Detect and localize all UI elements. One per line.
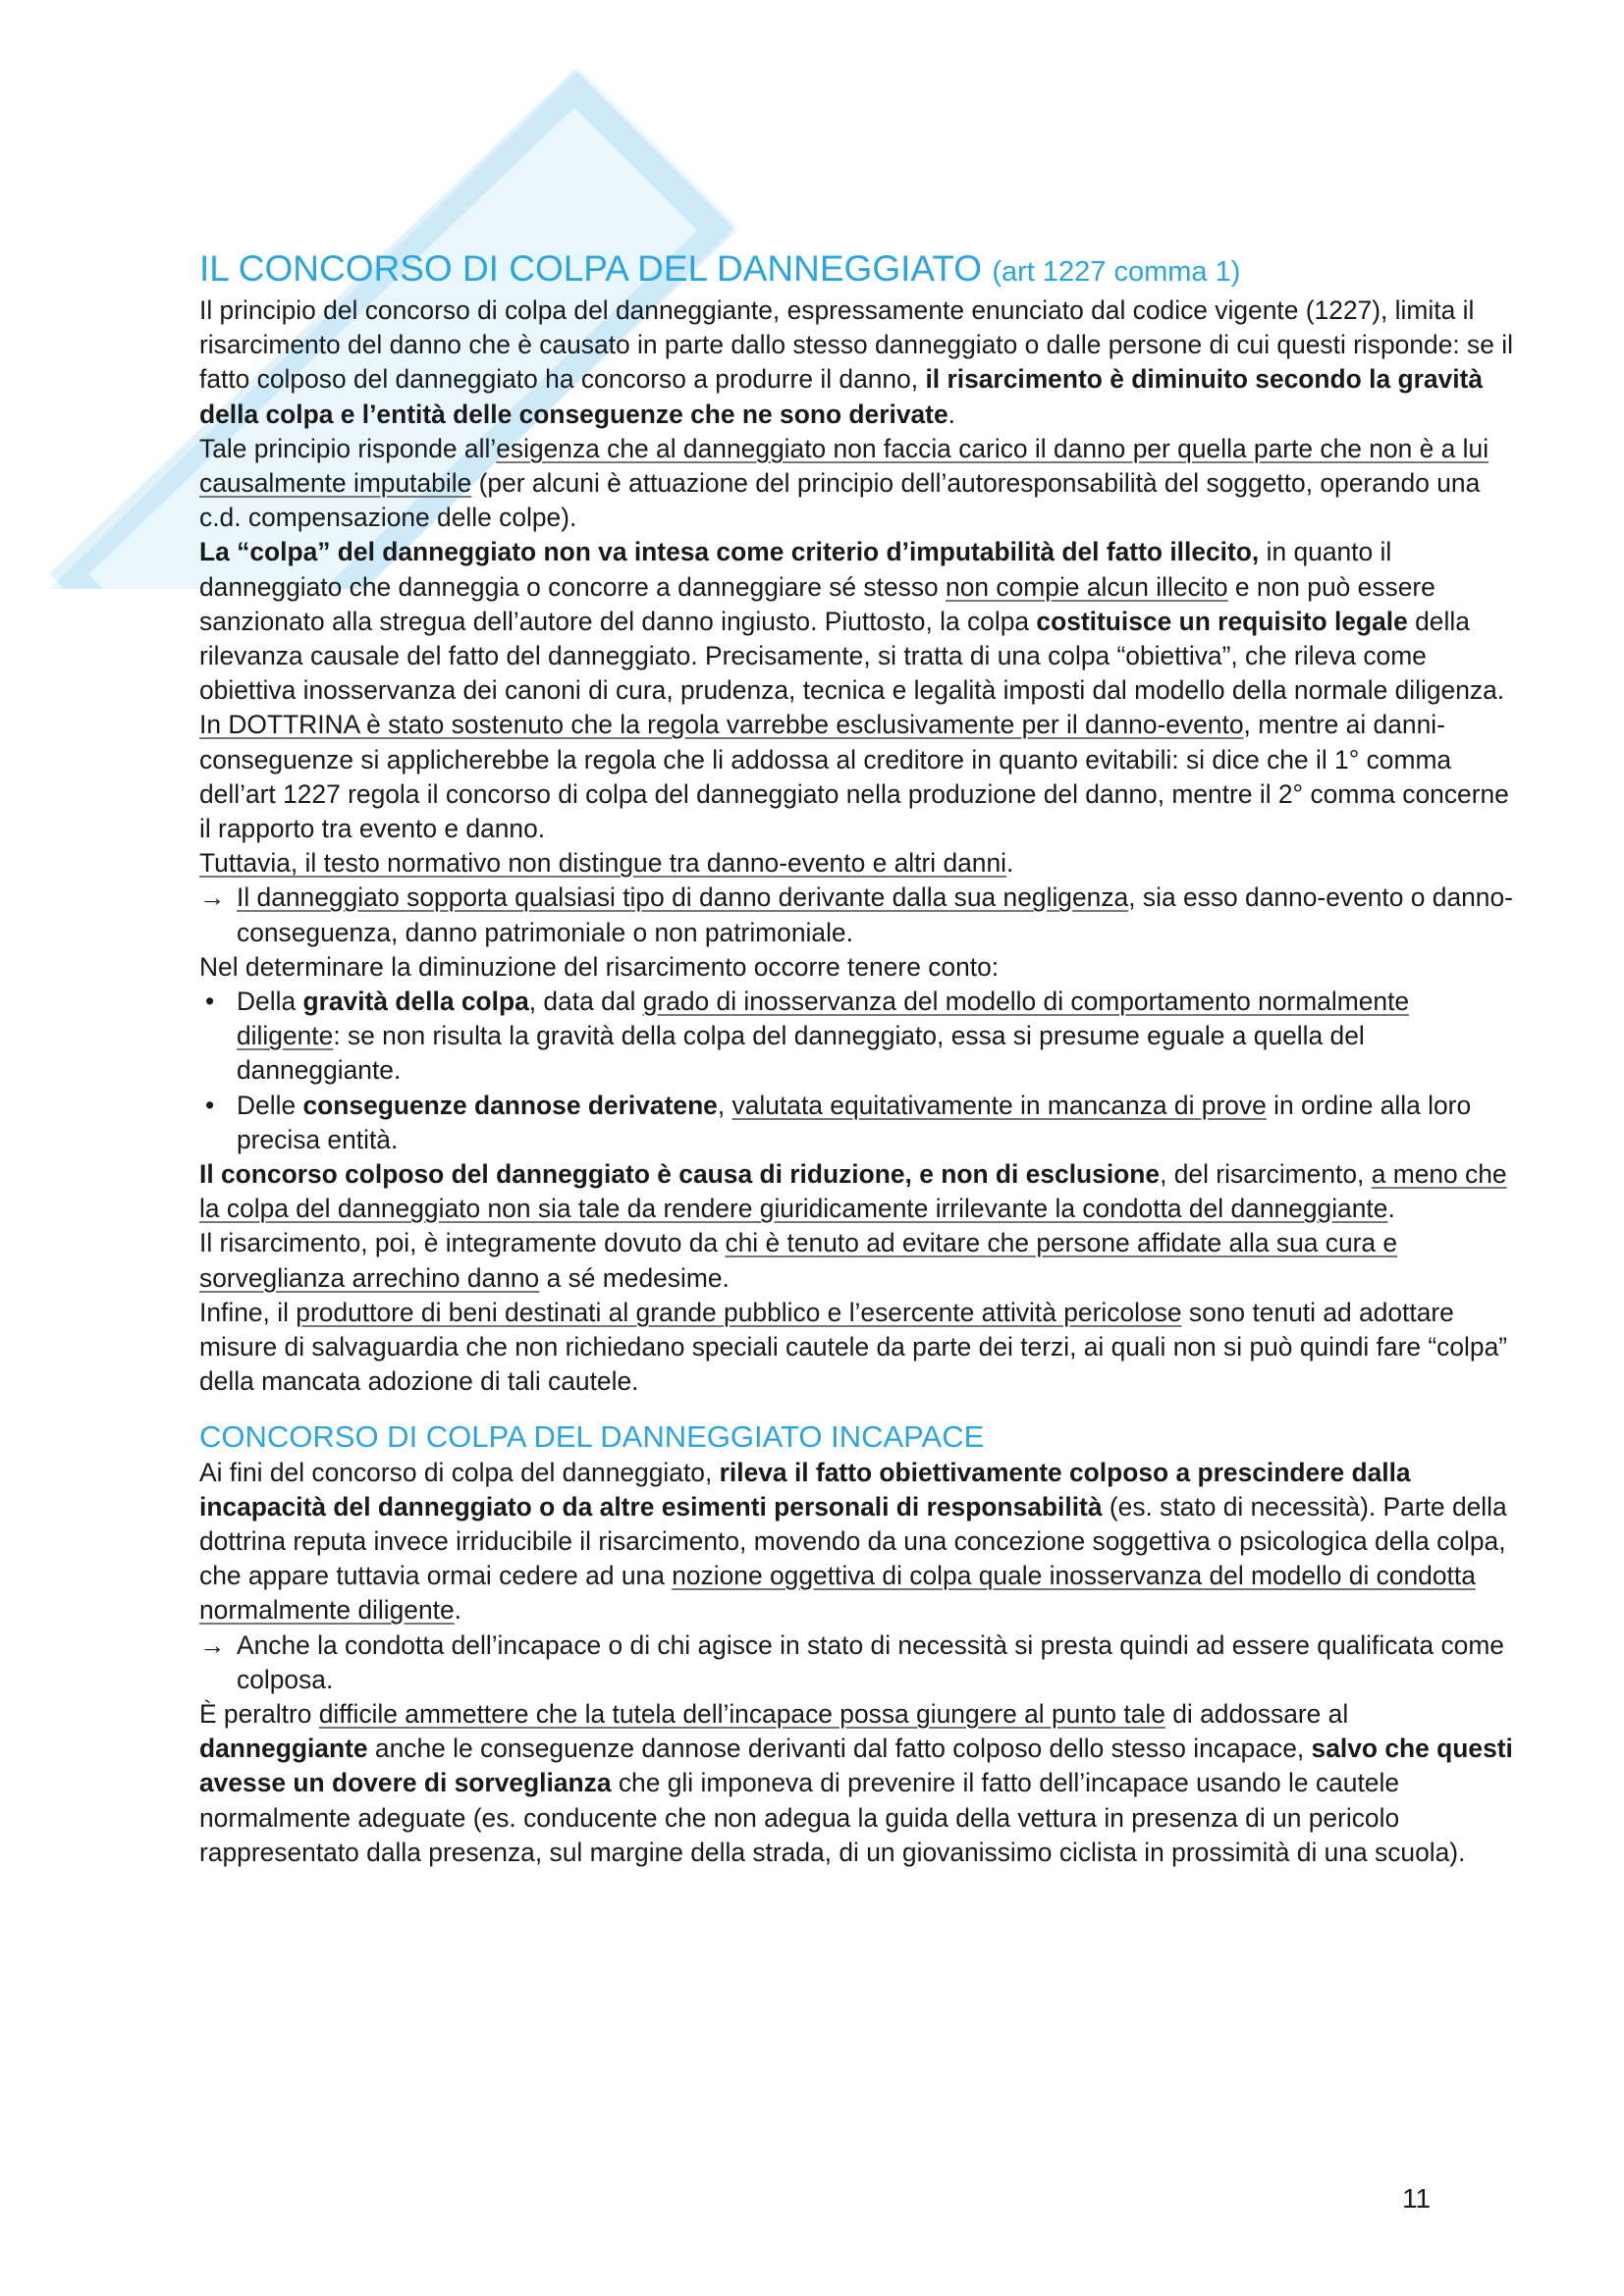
list-item bbox=[199, 1089, 1520, 1157]
arrow-paragraph-2 bbox=[199, 1629, 1520, 1697]
title-main: IL CONCORSO DI COLPA DEL DANNEGGIATO bbox=[199, 248, 983, 289]
text: a sé medesime. bbox=[539, 1262, 730, 1293]
underlined-text: non compie alcun illecito bbox=[946, 571, 1228, 602]
title-article-ref: (art 1227 comma 1) bbox=[992, 256, 1241, 288]
bold-text: danneggiante bbox=[199, 1734, 368, 1764]
bold-text: costituisce un requisito legale bbox=[1036, 606, 1408, 636]
paragraph-10 bbox=[199, 1296, 1520, 1400]
paragraph-13 bbox=[199, 1697, 1520, 1870]
text: della rilevanza causale del fatto del danneggiato. Precisamente, si tratta di una colpa “obiettiva”, che rileva come obiettiva inosservanza dei canoni di cura, prudenza, tecnica e legalità imposti dal modello della normale diligenza. bbox=[199, 606, 1505, 706]
text: Il risarcimento, poi, è integramente dovuto da bbox=[199, 1228, 726, 1258]
text: di addossare al bbox=[1164, 1698, 1349, 1729]
text: . bbox=[1006, 848, 1014, 879]
paragraph-5 bbox=[199, 846, 1520, 881]
text: : se non risulta la gravità della colpa del danneggiato, essa si presume eguale a quella del danneggiante. bbox=[237, 1021, 1365, 1086]
page-title bbox=[199, 247, 1520, 294]
text: Anche la condotta dell’incapace o di chi agisce in stato di necessità si presta quindi ad essere qualificata come colposa. bbox=[237, 1629, 1504, 1694]
text: che gli imponeva di prevenire il fatto dell’incapace usando le cautele normalmente adeguate (es. conducente che non adegua la guida della vettura in presenza di un pericolo rappresentato dalla presenza, sul margine della strada, di un giovanissimo ciclista in prossimità di una scuola). bbox=[199, 1768, 1466, 1867]
text: , del risarcimento, bbox=[1160, 1159, 1372, 1190]
underlined-text: nozione oggettiva di colpa quale inosservanza del modello di condotta normalmente diligente bbox=[199, 1561, 1476, 1626]
section-heading: CONCORSO DI COLPA DEL DANNEGGIATO INCAPACE bbox=[199, 1418, 985, 1454]
paragraph-8 bbox=[199, 1157, 1520, 1226]
text: Il principio del concorso di colpa del danneggiante, espressamente enunciato dal codice vigente (1227), limita il risarcimento del danno che è causato in parte dallo stesso danneggiato o dalle persone di cui questi risponde: se il fatto colposo del danneggiato ha concorso a produrre il danno, bbox=[199, 295, 1513, 395]
text: anche le conseguenze dannose derivanti dal fatto colposo dello stesso incapace, bbox=[367, 1734, 1312, 1764]
underlined-text: a meno che la colpa del danneggiato non sia tale da rendere giuridicamente irrilevante la condotta del danneggiante bbox=[199, 1159, 1507, 1224]
text: Della bbox=[237, 987, 303, 1017]
text: sono tenuti ad adottare misure di salvaguardia che non richiedano speciali cautele da parte dei terzi, ai quali non si può quindi fare “colpa” della mancata adozione di tali cautele. bbox=[199, 1297, 1508, 1397]
underlined-text: chi è tenuto ad evitare che persone affidate alla sua cura e sorveglianza arrechino danno bbox=[199, 1228, 1398, 1293]
underlined-text: difficile ammettere che la tutela dell’incapace possa giungere al punto tale bbox=[318, 1698, 1165, 1729]
text: in quanto il danneggiato che danneggia o concorre a danneggiare sé stesso bbox=[199, 537, 1392, 602]
text: . bbox=[947, 399, 955, 429]
text: e non può essere sanzionato alla stregua dell’autore del danno ingiusto. Piuttosto, la colpa bbox=[199, 571, 1435, 636]
arrow-icon: → bbox=[199, 1629, 226, 1660]
underlined-text: Tuttavia, il testo normativo non distingue tra danno-evento e altri danni bbox=[199, 848, 1007, 879]
paragraph-9 bbox=[199, 1226, 1520, 1295]
underlined-text: produttore di beni destinati al grande pubblico e l’esercente attività pericolose bbox=[296, 1297, 1182, 1327]
bold-text: gravità della colpa bbox=[302, 987, 529, 1017]
text: in ordine alla loro precisa entità. bbox=[237, 1090, 1472, 1154]
bullet-list bbox=[199, 985, 1520, 1157]
bold-text: rileva il fatto obiettivamente colposo a prescindere dalla incapacità del danneggiato o da altre esimenti personali di responsabilità bbox=[199, 1457, 1411, 1522]
page-number: 11 bbox=[1402, 2183, 1432, 2214]
bold-text: conseguenze dannose derivatene bbox=[302, 1090, 718, 1120]
bold-text: La “colpa” del danneggiato non va intesa come criterio d’imputabilità del fatto illecito, bbox=[199, 537, 1260, 567]
text: . bbox=[454, 1595, 461, 1626]
text: (per alcuni è attuazione del principio dell’autoresponsabilità del soggetto, operando una c.d. compensazione delle colpe). bbox=[199, 468, 1481, 533]
text: , bbox=[717, 1090, 732, 1120]
underlined-text: valutata equitativamente in mancanza di prove bbox=[731, 1090, 1267, 1120]
underlined-text: Il danneggiato sopporta qualsiasi tipo di danno derivante dalla sua negligenza bbox=[237, 882, 1129, 913]
paragraph-4 bbox=[199, 708, 1520, 846]
text: , sia esso danno-evento o danno-conseguenza, danno patrimoniale o non patrimoniale. bbox=[237, 882, 1513, 947]
text: È peraltro bbox=[199, 1698, 319, 1729]
text: Delle bbox=[237, 1090, 303, 1120]
text: Tale principio risponde all’ bbox=[199, 433, 497, 463]
bold-text: Il concorso colposo del danneggiato è causa di riduzione, e non di esclusione bbox=[199, 1159, 1161, 1190]
text: (es. stato di necessità). Parte della dottrina reputa invece irriducibile il risarcimento, movendo da una concezione soggettiva o psicologica della colpa, che appare tuttavia ormai cedere ad una bbox=[199, 1491, 1507, 1591]
text: , data dal bbox=[528, 987, 643, 1017]
paragraph-7: Nel determinare la diminuzione del risarcimento occorre tenere conto: bbox=[199, 951, 1000, 982]
arrow-icon: → bbox=[199, 882, 226, 913]
paragraph-3 bbox=[199, 535, 1520, 708]
text: . bbox=[1387, 1194, 1395, 1224]
bold-text: salvo che questi avesse un dovere di sorveglianza bbox=[199, 1734, 1513, 1798]
paragraph-1 bbox=[199, 294, 1520, 432]
text: Ai fini del concorso di colpa del danneggiato, bbox=[199, 1457, 720, 1487]
text: , mentre ai danni-conseguenze si applicherebbe la regola che li addossa al creditore in quanto evitabili: si dice che il 1° comma dell’art 1227 regola il concorso di colpa del danneggiato nella produzione del danno, mentre il 2° comma concerne il rapporto tra evento e danno. bbox=[199, 710, 1509, 844]
bold-text: il risarcimento è diminuito secondo la gravità della colpa e l’entità delle conseguenze che ne sono derivate bbox=[199, 364, 1484, 429]
text: Infine, il bbox=[199, 1297, 297, 1327]
list-item bbox=[199, 985, 1520, 1089]
document-body bbox=[199, 247, 1520, 1870]
arrow-paragraph-1 bbox=[199, 881, 1520, 949]
underlined-text: In DOTTRINA è stato sostenuto che la regola varrebbe esclusivamente per il danno-evento bbox=[199, 710, 1244, 740]
underlined-text: grado di inosservanza del modello di comportamento normalmente diligente bbox=[237, 987, 1410, 1051]
paragraph-2 bbox=[199, 432, 1520, 536]
underlined-text: esigenza che al danneggiato non faccia carico il danno per quella parte che non è a lui causalmente imputabile bbox=[199, 433, 1489, 499]
paragraph-11 bbox=[199, 1456, 1520, 1629]
